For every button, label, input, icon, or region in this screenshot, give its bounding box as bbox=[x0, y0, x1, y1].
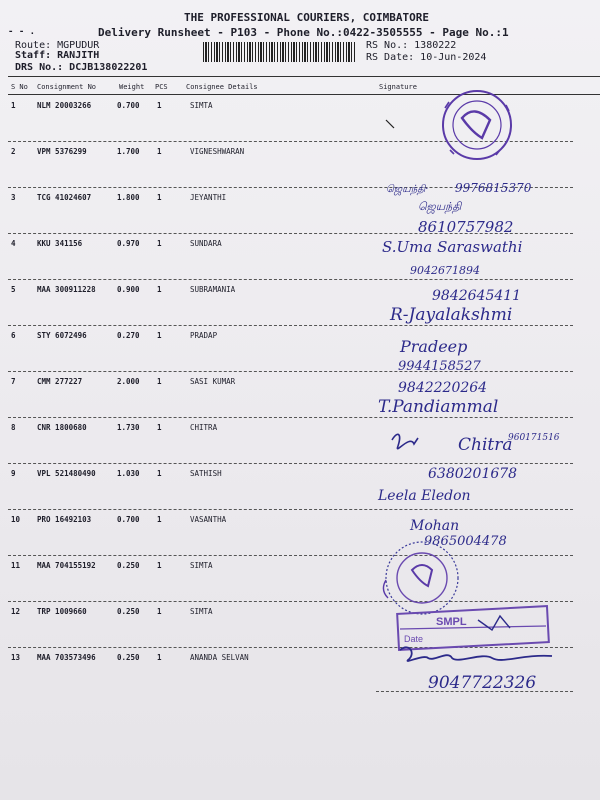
row-pcs: 1 bbox=[157, 653, 162, 662]
row-pcs: 1 bbox=[157, 561, 162, 570]
row8-signature-name: Chitra bbox=[458, 435, 513, 455]
runsheet-line: Delivery Runsheet - P103 - Phone No.:0422-3505555 - Page No.:1 bbox=[98, 26, 509, 39]
rs-number: RS No.: 1380222 bbox=[366, 40, 457, 51]
row-sno: 10 bbox=[11, 515, 21, 524]
route-field: Route: MGPUDUR bbox=[15, 40, 100, 51]
row-sno: 6 bbox=[11, 331, 16, 340]
row11-round-stamp bbox=[383, 542, 458, 614]
col-header-sno: S No bbox=[11, 83, 28, 91]
row13-phone: 9047722326 bbox=[428, 673, 537, 693]
row6-phone: 9944158527 bbox=[398, 359, 481, 374]
row-consignment-no: STY 6072496 bbox=[37, 331, 87, 340]
row-pcs: 1 bbox=[157, 147, 162, 156]
row3-signature-name: ஜெயந்தி bbox=[418, 200, 462, 213]
row-sno: 1 bbox=[11, 101, 16, 110]
col-header-weight: Weight bbox=[119, 83, 145, 91]
row-consignee: VIGNESHWARAN bbox=[190, 147, 245, 156]
row-consignment-no: TCG 41024607 bbox=[37, 193, 92, 202]
row-consignee: SIMTA bbox=[190, 101, 213, 110]
company-title: THE PROFESSIONAL COURIERS, COIMBATORE bbox=[184, 11, 430, 24]
row6-signature-name: Pradeep bbox=[400, 337, 468, 356]
row4-phone: 9042671894 bbox=[410, 264, 480, 277]
row8-phone: 960171516 bbox=[508, 433, 560, 443]
rs-date: RS Date: 10-Jun-2024 bbox=[366, 52, 487, 63]
row-consignee: CHITRA bbox=[190, 423, 218, 432]
row-weight: 1.800 bbox=[117, 193, 140, 202]
row-weight: 1.030 bbox=[117, 469, 140, 478]
row-weight: 1.700 bbox=[117, 147, 140, 156]
row2-signature: ஜெயந்தி· bbox=[386, 184, 429, 195]
row5-phone: 9842645411 bbox=[432, 288, 522, 304]
row1-seal-stamp bbox=[386, 91, 511, 159]
row-pcs: 1 bbox=[157, 193, 162, 202]
row-weight: 0.250 bbox=[117, 607, 140, 616]
row-pcs: 1 bbox=[157, 377, 162, 386]
row8-initials-signature bbox=[392, 434, 418, 448]
row-consignment-no: MAA 300911228 bbox=[37, 285, 96, 294]
row-consignment-no: PRO 16492103 bbox=[37, 515, 92, 524]
row-consignee: PRADAP bbox=[190, 331, 218, 340]
row-sno: 9 bbox=[11, 469, 16, 478]
row10-signature-name: Mohan bbox=[410, 518, 460, 534]
row-weight: 0.250 bbox=[117, 561, 140, 570]
drs-number: DRS No.: DCJB138022201 bbox=[15, 62, 148, 73]
row-pcs: 1 bbox=[157, 239, 162, 248]
corner-mark: - - . bbox=[8, 27, 36, 37]
row-consignee: SIMTA bbox=[190, 561, 213, 570]
row-sno: 2 bbox=[11, 147, 16, 156]
row-pcs: 1 bbox=[157, 423, 162, 432]
row-pcs: 1 bbox=[157, 469, 162, 478]
row-weight: 0.250 bbox=[117, 653, 140, 662]
row-pcs: 1 bbox=[157, 331, 162, 340]
col-header-pcs: PCS bbox=[155, 83, 168, 91]
row-pcs: 1 bbox=[157, 101, 162, 110]
row-consignment-no: VPL 521480490 bbox=[37, 469, 96, 478]
row-sno: 12 bbox=[11, 607, 21, 616]
row7-signature-name: T.Pandiammal bbox=[378, 397, 499, 417]
row10-phone: 9865004478 bbox=[424, 534, 507, 549]
row-weight: 1.730 bbox=[117, 423, 140, 432]
col-header-signature: Signature bbox=[379, 83, 417, 91]
row5-signature-name: R-Jayalakshmi bbox=[390, 305, 513, 325]
staff-field: Staff: RANJITH bbox=[15, 50, 100, 61]
row-consignee: SUBRAMANIA bbox=[190, 285, 236, 294]
row-weight: 0.700 bbox=[117, 515, 140, 524]
row-consignee: JEYANTHI bbox=[190, 193, 227, 202]
row-weight: 2.000 bbox=[117, 377, 140, 386]
row-consignment-no: NLM 20003266 bbox=[37, 101, 92, 110]
row-consignee: SATHISH bbox=[190, 469, 222, 478]
row7-phone: 9842220264 bbox=[398, 380, 488, 396]
row-sno: 8 bbox=[11, 423, 16, 432]
row-sno: 11 bbox=[11, 561, 21, 570]
row-sno: 3 bbox=[11, 193, 16, 202]
row-consignment-no: TRP 1009660 bbox=[37, 607, 87, 616]
row-pcs: 1 bbox=[157, 607, 162, 616]
row-consignment-no: MAA 704155192 bbox=[37, 561, 96, 570]
row-weight: 0.900 bbox=[117, 285, 140, 294]
row-consignee: SASI KUMAR bbox=[190, 377, 236, 386]
row-pcs: 1 bbox=[157, 515, 162, 524]
row12-stamp-date-label: Date bbox=[404, 634, 424, 644]
row-weight: 0.700 bbox=[117, 101, 140, 110]
row-pcs: 1 bbox=[157, 285, 162, 294]
row-weight: 0.270 bbox=[117, 331, 140, 340]
row-sno: 5 bbox=[11, 285, 16, 294]
col-header-consignee: Consignee Details bbox=[186, 83, 258, 91]
row12-company-stamp bbox=[397, 606, 549, 650]
row-sno: 4 bbox=[11, 239, 16, 248]
row9-signature-name: Leela Eledon bbox=[378, 488, 471, 504]
row-consignee: ANANDA SELVAN bbox=[190, 653, 249, 662]
row-consignee: SUNDARA bbox=[190, 239, 222, 248]
row-consignment-no: CNR 1800680 bbox=[37, 423, 87, 432]
row-consignment-no: KKU 341156 bbox=[37, 239, 83, 248]
row2-phone: 9976815370 bbox=[455, 181, 532, 195]
row-sno: 13 bbox=[11, 653, 21, 662]
row-weight: 0.970 bbox=[117, 239, 140, 248]
row12-stamp-label: SMPL bbox=[436, 616, 467, 628]
row-consignment-no: VPM 5376299 bbox=[37, 147, 87, 156]
row-consignee: VASANTHA bbox=[190, 515, 227, 524]
row-consignment-no: MAA 703573496 bbox=[37, 653, 96, 662]
col-header-consignment: Consignment No bbox=[37, 83, 97, 91]
row-consignee: SIMTA bbox=[190, 607, 213, 616]
row-consignment-no: CMM 277227 bbox=[37, 377, 83, 386]
row3-phone: 8610757982 bbox=[418, 218, 514, 236]
row9-phone: 6380201678 bbox=[428, 466, 518, 482]
row4-signature-name: S.Uma Saraswathi bbox=[382, 238, 523, 256]
row-sno: 7 bbox=[11, 377, 16, 386]
